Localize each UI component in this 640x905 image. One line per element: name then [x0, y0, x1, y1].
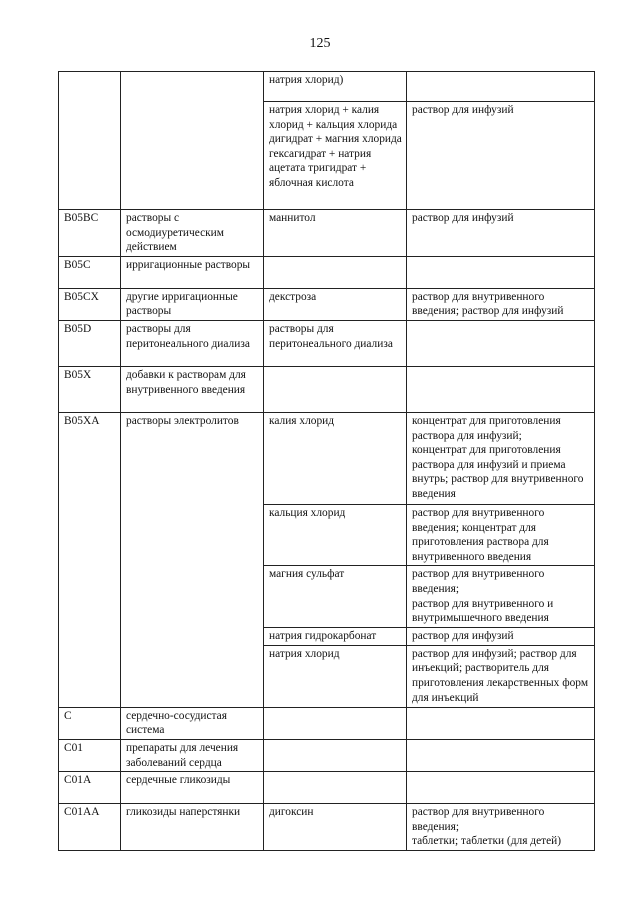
dosage-form-cell	[407, 772, 595, 804]
drug-name-cell: растворы для перитонеального диализа	[264, 320, 407, 366]
drug-name-cell: маннитол	[264, 210, 407, 257]
drug-name-cell: магния сульфат	[264, 566, 407, 627]
group-name-cell: гликозиды наперстянки	[121, 804, 264, 851]
group-name-cell: ирригационные растворы	[121, 256, 264, 288]
drug-name-cell	[264, 772, 407, 804]
dosage-form-cell: раствор для инфузий; раствор для инъекций; растворитель для приготовления лекарственных форм для инъекций	[407, 645, 595, 707]
drug-name-cell: натрия гидрокарбонат	[264, 627, 407, 645]
group-name-cell: другие ирригационные растворы	[121, 288, 264, 320]
page-number: 125	[309, 36, 331, 51]
atc-code-cell: B05BC	[59, 210, 121, 257]
drug-name-cell	[264, 739, 407, 771]
atc-code-cell: C01AA	[59, 804, 121, 851]
drug-name-cell	[264, 366, 407, 412]
dosage-form-cell: раствор для инфузий	[407, 627, 595, 645]
atc-code-cell: C01	[59, 739, 121, 771]
atc-code-cell: C	[59, 707, 121, 739]
table-row	[59, 210, 595, 257]
dosage-form-cell	[407, 366, 595, 412]
atc-code-cell: B05CX	[59, 288, 121, 320]
table-row	[59, 366, 595, 412]
drug-name-cell: декстроза	[264, 288, 407, 320]
atc-code-cell: B05XA	[59, 412, 121, 707]
group-name-cell: сердечные гликозиды	[121, 772, 264, 804]
drug-name-cell: натрия хлорид)	[264, 72, 407, 102]
drug-name-cell: калия хлорид	[264, 412, 407, 504]
group-name-cell: растворы электролитов	[121, 412, 264, 707]
dosage-form-cell: раствор для инфузий	[407, 102, 595, 210]
drug-classification-table	[58, 71, 595, 851]
table-row	[59, 288, 595, 320]
atc-code-cell: B05D	[59, 320, 121, 366]
drug-name-cell: натрия хлорид	[264, 645, 407, 707]
group-name-cell: растворы для перитонеального диализа	[121, 320, 264, 366]
dosage-form-cell	[407, 739, 595, 771]
table-row	[59, 256, 595, 288]
atc-code-cell: B05X	[59, 366, 121, 412]
drug-name-cell	[264, 256, 407, 288]
table-row	[59, 739, 595, 771]
group-name-cell	[121, 72, 264, 210]
table-row	[59, 772, 595, 804]
atc-code-cell: B05C	[59, 256, 121, 288]
group-name-cell: добавки к растворам для внутривенного введения	[121, 366, 264, 412]
table-row	[59, 320, 595, 366]
dosage-form-cell	[407, 320, 595, 366]
drug-name-cell: дигоксин	[264, 804, 407, 851]
dosage-form-cell: раствор для внутривенного введения; таблетки; таблетки (для детей)	[407, 804, 595, 851]
atc-code-cell	[59, 72, 121, 210]
dosage-form-cell: концентрат для приготовления раствора для инфузий; концентрат для приготовления раствора для инфузий и приема внутрь; раствор для внутривенного введения	[407, 412, 595, 504]
drug-name-cell	[264, 707, 407, 739]
atc-code-cell: C01A	[59, 772, 121, 804]
group-name-cell: растворы с осмодиуретическим действием	[121, 210, 264, 257]
group-name-cell: препараты для лечения заболеваний сердца	[121, 739, 264, 771]
dosage-form-cell: раствор для внутривенного введения; раствор для внутривенного и внутримышечного введения	[407, 566, 595, 627]
dosage-form-cell: раствор для внутривенного введения; раствор для инфузий	[407, 288, 595, 320]
table-row	[59, 804, 595, 851]
drug-name-cell: натрия хлорид + калия хлорид + кальция хлорида дигидрат + магния хлорида гексагидрат + натрия ацетата тригидрат + яблочная кислота	[264, 102, 407, 210]
dosage-form-cell	[407, 72, 595, 102]
dosage-form-cell: раствор для инфузий	[407, 210, 595, 257]
dosage-form-cell: раствор для внутривенного введения; концентрат для приготовления раствора для внутривенного введения	[407, 504, 595, 565]
table-row	[59, 412, 595, 504]
table-row	[59, 707, 595, 739]
dosage-form-cell	[407, 256, 595, 288]
drug-name-cell: кальция хлорид	[264, 504, 407, 565]
dosage-form-cell	[407, 707, 595, 739]
group-name-cell: сердечно-сосудистая система	[121, 707, 264, 739]
table-row	[59, 72, 595, 102]
